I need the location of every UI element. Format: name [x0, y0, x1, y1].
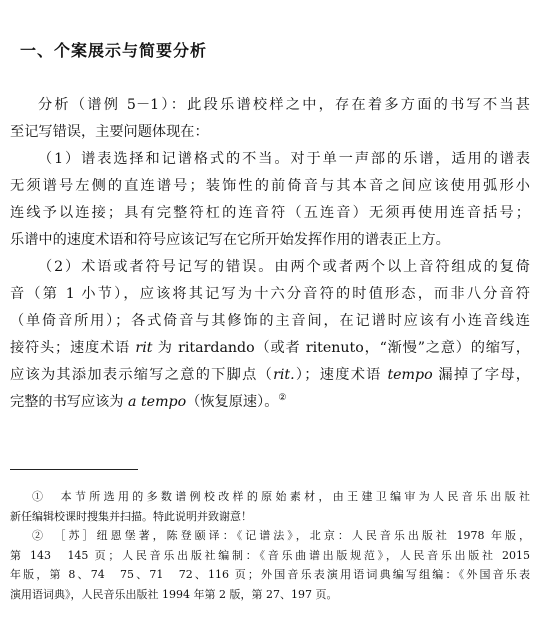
footnote-line: 年版，第 8、74 75、71 72、116 页；外国音乐表演用语词典编写组编：《外国音乐表: [10, 568, 530, 581]
paragraph-line: 至记写错误，主要问题体现在：: [10, 124, 209, 140]
body-text: [10, 92, 530, 416]
footnote-divider: [10, 469, 138, 470]
section-heading: 一、个案展示与简要分析: [20, 41, 208, 60]
paragraph-line: 分析（谱例 5－1）：此段乐谱校样之中，存在着多方面的书写不当甚: [38, 97, 530, 113]
footnote-line: ① 本节所选用的多数谱例校改样的原始素材，由王建卫编审为人民音乐出版社: [32, 490, 530, 503]
paragraph-line: 乐谱中的速度术语和符号应该记写在它所开始发挥作用的谱表正上方。: [10, 232, 450, 248]
footnote-marker: ②: [278, 393, 287, 403]
paragraph-line: （2）术语或者符号记写的错误。由两个或者两个以上音符组成的复倚: [38, 259, 530, 275]
paragraph-line: （单倚音所用）；各式倚音与其修饰的主音间，在记谱时应该有小连音线连: [10, 313, 530, 329]
paragraph-line: 音（第 1 小节），应该将其记写为十六分音符的时值形态，而非八分音符: [10, 286, 530, 302]
paragraph-line: 应该为其添加表示缩写之意的下脚点（rit.）；速度术语 tempo 漏掉了字母，: [10, 367, 530, 383]
footnote-line: 演用语词典》，人民音乐出版社 1994 年第 2 版，第 27、197 页。: [10, 587, 338, 601]
footnote-line: 新任编辑校课时搜集并扫描。特此说明并致谢意！: [10, 509, 252, 523]
paragraph-line: 连线予以连接；具有完整符杠的连音符（五连音）无须再使用连音括号；: [10, 205, 530, 221]
paragraph-line: （1）谱表选择和记谱格式的不当。对于单一声部的乐谱，适用的谱表: [38, 151, 530, 167]
footnote-line: 第 143 145 页；人民音乐出版社编制：《音乐曲谱出版规范》，人民音乐出版社 2015: [10, 548, 530, 562]
paragraph-line-text: 完整的书写应该为 a tempo（恢复原速）。: [10, 394, 279, 410]
footnote-line: ② ［苏］纽恩堡著，陈登颐译：《记谱法》，北京：人民音乐出版社 1978 年版，: [32, 529, 530, 542]
footnotes: [10, 487, 530, 604]
paragraph-line: 接符头；速度术语 rit 为 ritardando（或者 ritenuto，“渐慢”之意）的缩写，: [10, 340, 530, 356]
paragraph-line: [10, 389, 530, 416]
paragraph-line: 无须谱号左侧的直连谱号；装饰性的前倚音与其本音之间应该使用弧形小: [10, 178, 530, 194]
